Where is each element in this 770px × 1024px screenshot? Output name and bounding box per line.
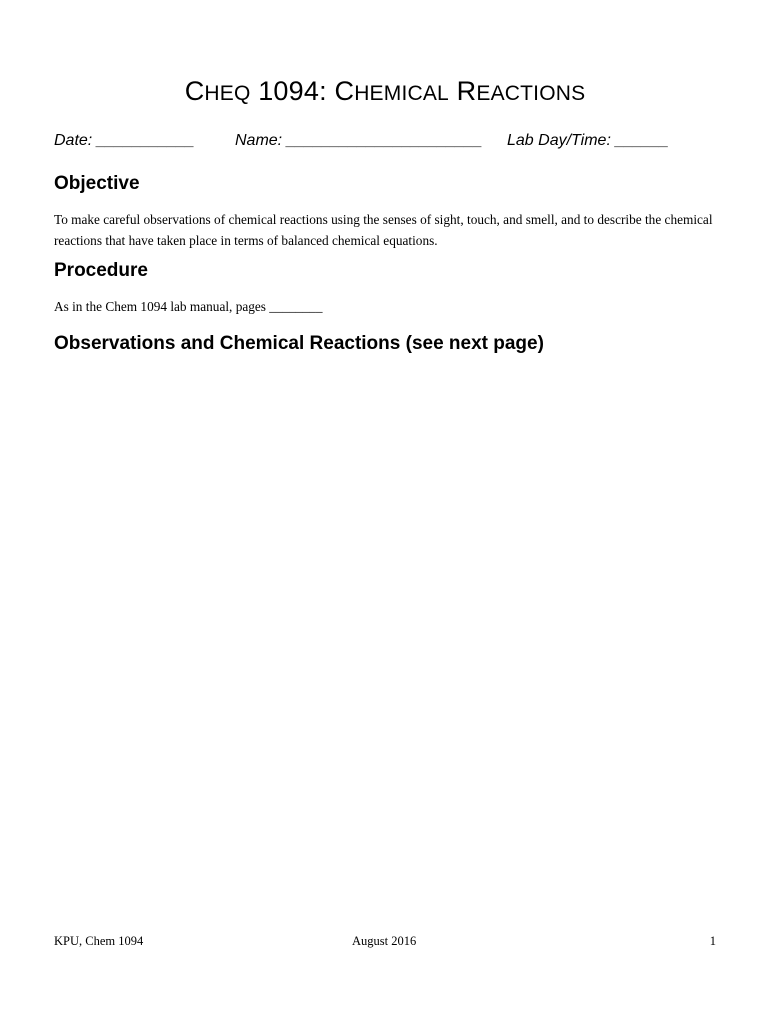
footer-page-number: 1 xyxy=(709,934,716,948)
title-smallcaps-hemical: HEMICAL xyxy=(354,82,449,105)
footer-date: August 2016 xyxy=(352,934,417,948)
title-cap-r: R xyxy=(448,76,477,106)
name-field: Name: ______________________ xyxy=(235,132,483,149)
footer-course: KPU, Chem 1094 xyxy=(54,934,144,948)
header-fields xyxy=(54,132,734,154)
page-footer xyxy=(54,934,716,952)
procedure-text: As in the Chem 1094 lab manual, pages ________ xyxy=(54,299,323,314)
objective-text: To make careful observations of chemical reactions using the senses of sight, touch, and smell, and to describe the chemical reactions that have taken place in terms of balanced chemical equations. xyxy=(54,212,713,248)
observations-heading: Observations and Chemical Reactions (see next page) xyxy=(54,333,544,354)
title-smallcaps-heq: HEQ xyxy=(204,82,251,105)
document-title xyxy=(0,76,770,107)
title-cap-c2: C xyxy=(334,76,355,106)
title-course-number: 1094: xyxy=(250,76,335,106)
title-cap-c1: C xyxy=(184,76,205,106)
title-smallcaps-eactions: EACTIONS xyxy=(476,82,586,105)
procedure-heading: Procedure xyxy=(54,260,148,281)
lab-day-time-field: Lab Day/Time: ______ xyxy=(507,132,669,149)
date-field: Date: ___________ xyxy=(54,132,195,149)
objective-heading: Objective xyxy=(54,173,140,194)
